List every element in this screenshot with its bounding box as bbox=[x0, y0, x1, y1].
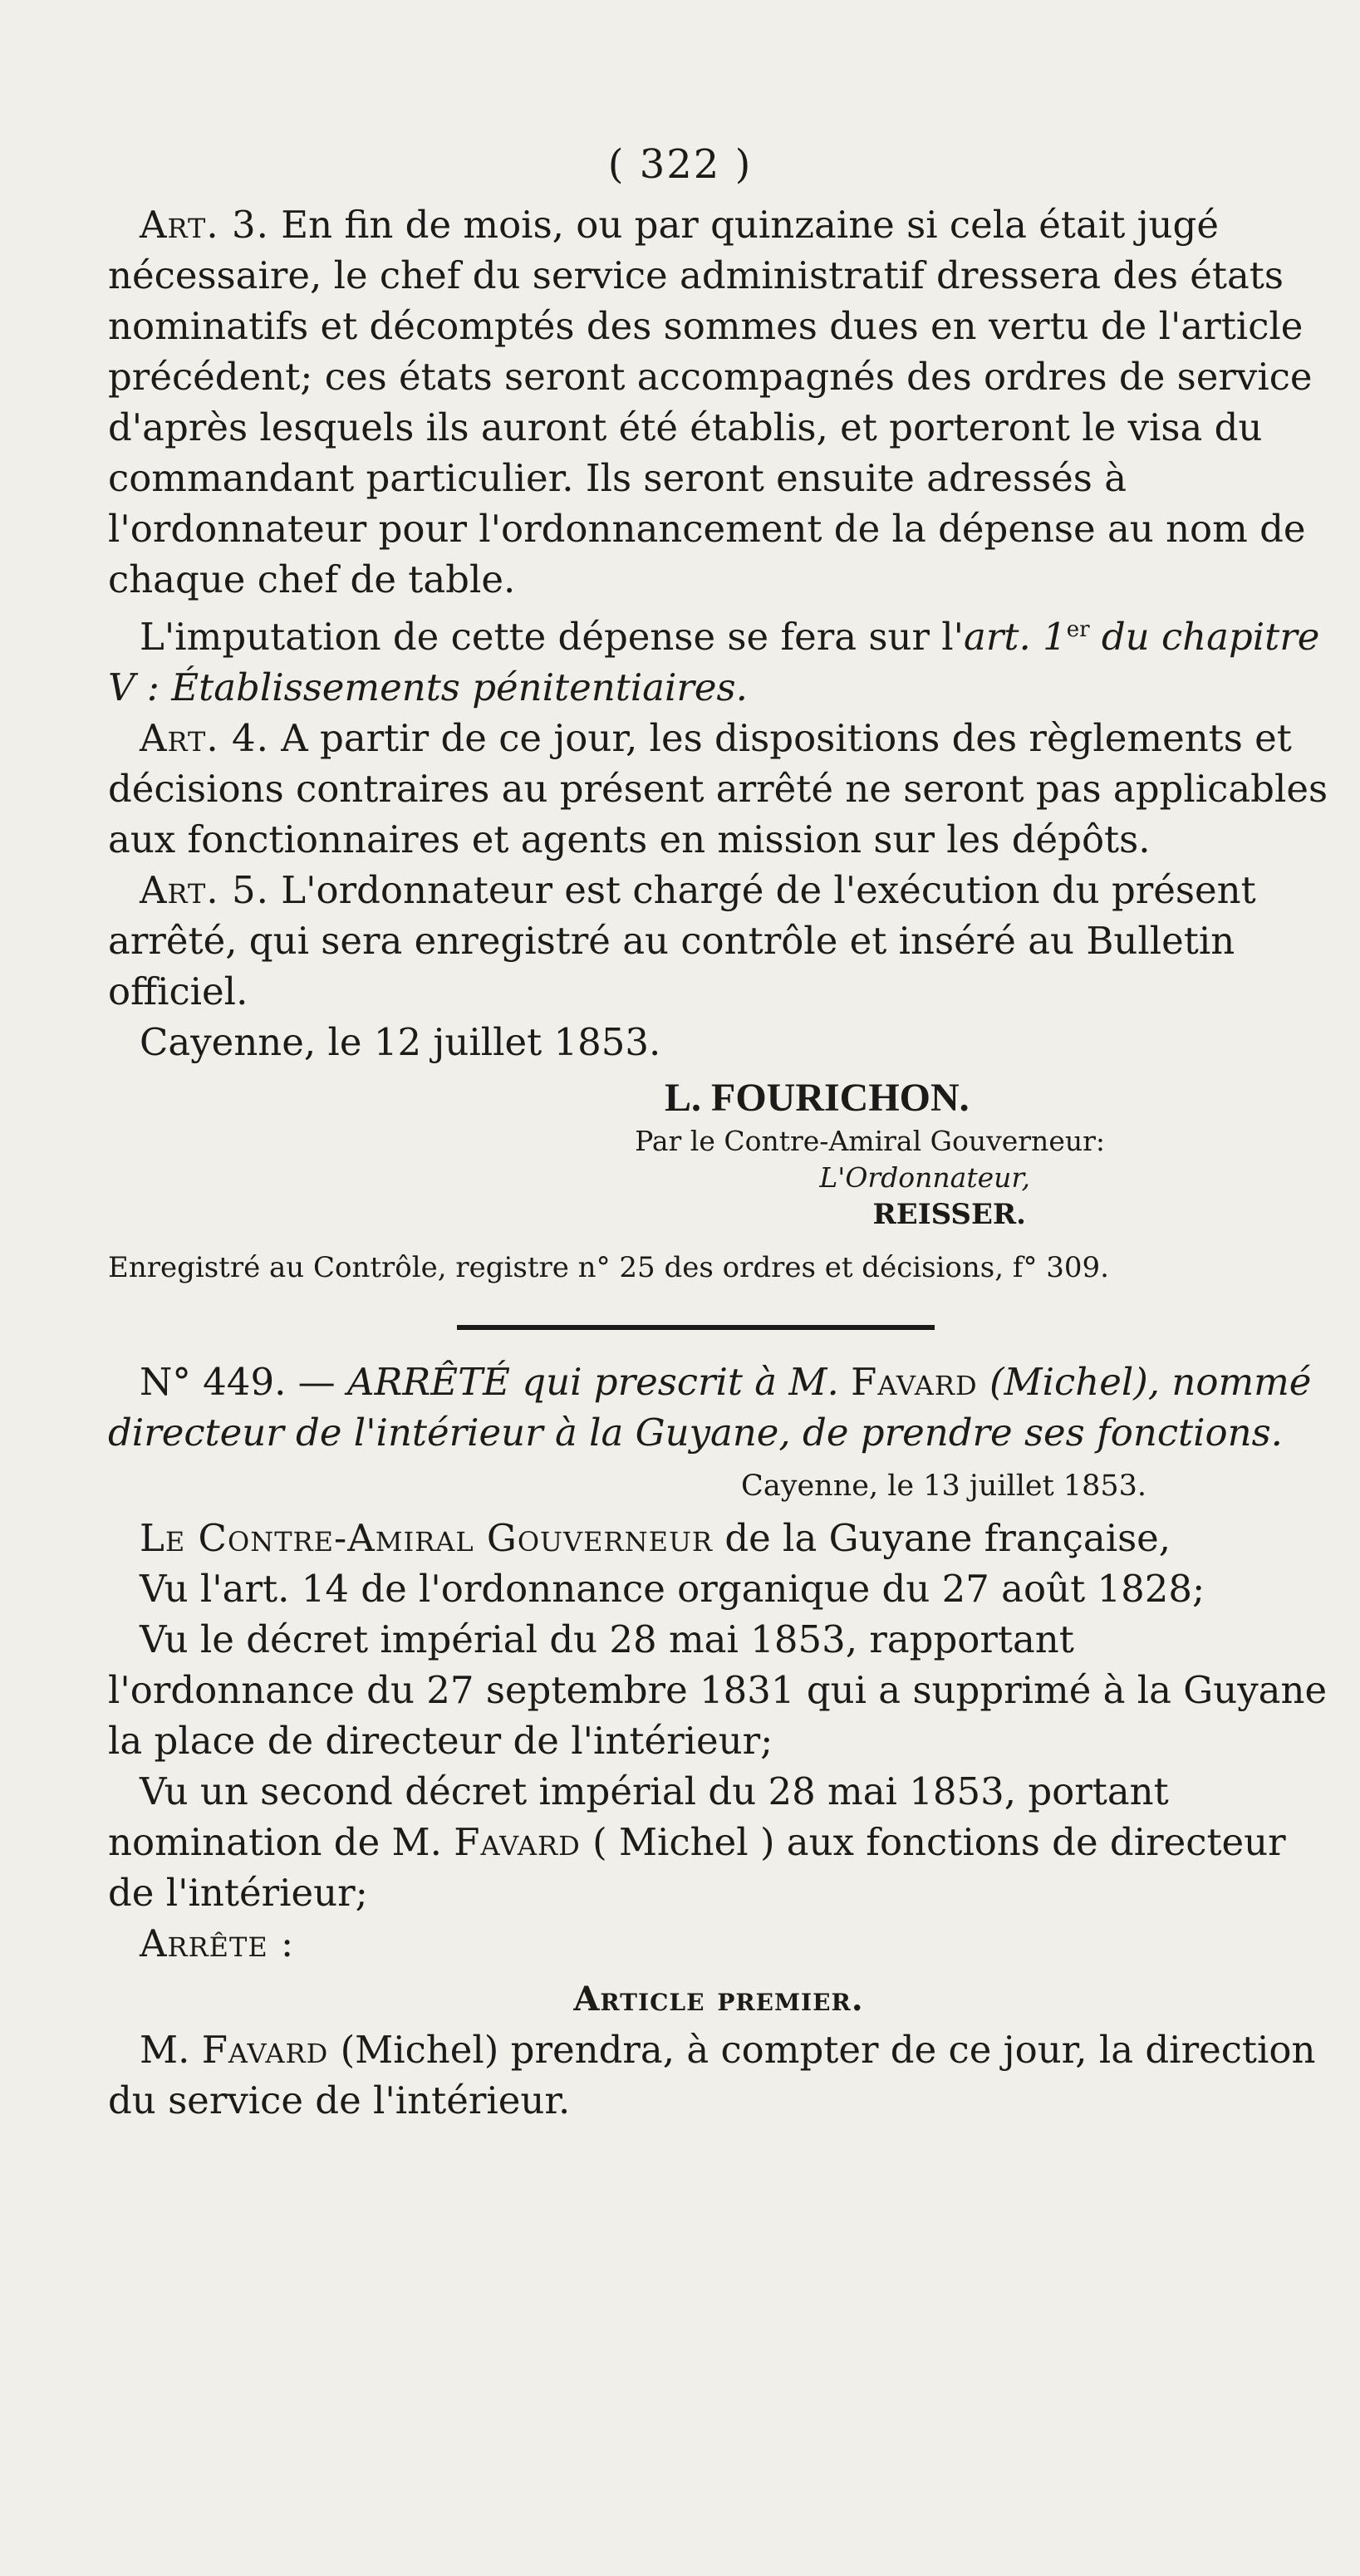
arrete-title-a: ARRÊTÉ qui prescrit à M. bbox=[347, 1360, 839, 1404]
article-4-label: Art. 4. bbox=[140, 716, 269, 760]
signature: L. FOURICHON. bbox=[665, 1076, 970, 1120]
article-5-label: Art. 5. bbox=[140, 868, 269, 912]
article-3-label: Art. 3. bbox=[140, 203, 269, 247]
governor-intro-rest: de la Guyane française, bbox=[713, 1516, 1171, 1560]
reisser-signature: REISSER. bbox=[872, 1198, 1026, 1231]
final-a: M. bbox=[140, 2028, 190, 2072]
vu-3 bbox=[108, 1766, 1329, 1918]
article-3-paragraph bbox=[108, 199, 1329, 605]
ordonnateur-label: L'Ordonnateur, bbox=[819, 1161, 1030, 1194]
vu-3-a: Vu un second décret impérial du 28 mai 1853, portant nomination de M. bbox=[108, 1769, 1169, 1864]
arrete-449-heading bbox=[108, 1357, 1329, 1458]
arrete-label: Arrête : bbox=[140, 1921, 295, 1965]
par-le-gouverneur: Par le Contre-Amiral Gouverneur: bbox=[635, 1125, 1105, 1157]
article-5-text: L'ordonnateur est chargé de l'exécution du présent arrêté, qui sera enregistré au contrôle et inséré au Bulletin officiel. bbox=[108, 868, 1256, 1013]
governor-intro bbox=[108, 1513, 1329, 1563]
imputation-paragraph bbox=[108, 605, 1329, 713]
vu-2: Vu le décret impérial du 28 mai 1853, rapportant l'ordonnance du 27 septembre 1831 qui a supprimé à la Guyane la place de directeur de l'intérieur; bbox=[108, 1617, 1328, 1763]
article-3-text: En fin de mois, ou par quinzaine si cela était jugé nécessaire, le chef du service administratif dressera des états nominatifs et décomptés des sommes dues en vertu de l'article précédent; ces états seront accompagnés des ordres de service d'après lesquels ils auront été établis, et porteront le visa du commandant particulier. Ils seront ensuite adressés à l'ordonnateur pour l'ordonnancement de la dépense au nom de chaque chef de table. bbox=[108, 203, 1313, 601]
final-b: (Michel) prendra, à compter de ce jour, la direction du service de l'intérieur. bbox=[108, 2028, 1316, 2122]
arrete-name: Favard bbox=[851, 1360, 978, 1404]
place-date: Cayenne, le 12 juillet 1853. bbox=[140, 1020, 661, 1064]
arrete-number: N° 449. — bbox=[140, 1360, 336, 1404]
arrete-title-b: (Michel), nommé directeur de l'intérieur à la Guyane, de prendre ses fonctions. bbox=[108, 1360, 1312, 1455]
vu-3-b: ( Michel ) aux fonctions de directeur de l'intérieur; bbox=[108, 1820, 1286, 1915]
arrete-date: Cayenne, le 13 juillet 1853. bbox=[741, 1470, 1146, 1503]
article-5-paragraph bbox=[108, 865, 1329, 1017]
vu-3-name: Favard bbox=[454, 1820, 581, 1864]
governor-title: Le Contre-Amiral Gouverneur bbox=[140, 1516, 714, 1560]
document-body bbox=[108, 199, 1329, 2126]
article-premier-heading: Article premier. bbox=[573, 1980, 864, 2019]
imputation-sup: er bbox=[1066, 617, 1090, 642]
imputation-article-ref: art. 1 bbox=[964, 615, 1067, 659]
page-number: ( 322 ) bbox=[607, 141, 753, 188]
final-paragraph bbox=[108, 2024, 1329, 2126]
section-divider bbox=[457, 1325, 935, 1330]
article-4-paragraph bbox=[108, 713, 1329, 865]
registration-note: Enregistré au Contrôle, registre n° 25 des ordres et décisions, f° 309. bbox=[108, 1251, 1109, 1284]
vu-1: Vu l'art. 14 de l'ordonnance organique du 27 août 1828; bbox=[140, 1567, 1205, 1611]
final-name: Favard bbox=[201, 2028, 329, 2072]
imputation-chapter: du chapitre V : Établissements pénitentiaires. bbox=[108, 615, 1320, 709]
article-4-text: A partir de ce jour, les dispositions des règlements et décisions contraires au présent arrêté ne seront pas applicables aux fonctionnaires et agents en mission sur les dépôts. bbox=[108, 716, 1328, 861]
imputation-prefix: L'imputation de cette dépense se fera sur l' bbox=[140, 615, 965, 659]
